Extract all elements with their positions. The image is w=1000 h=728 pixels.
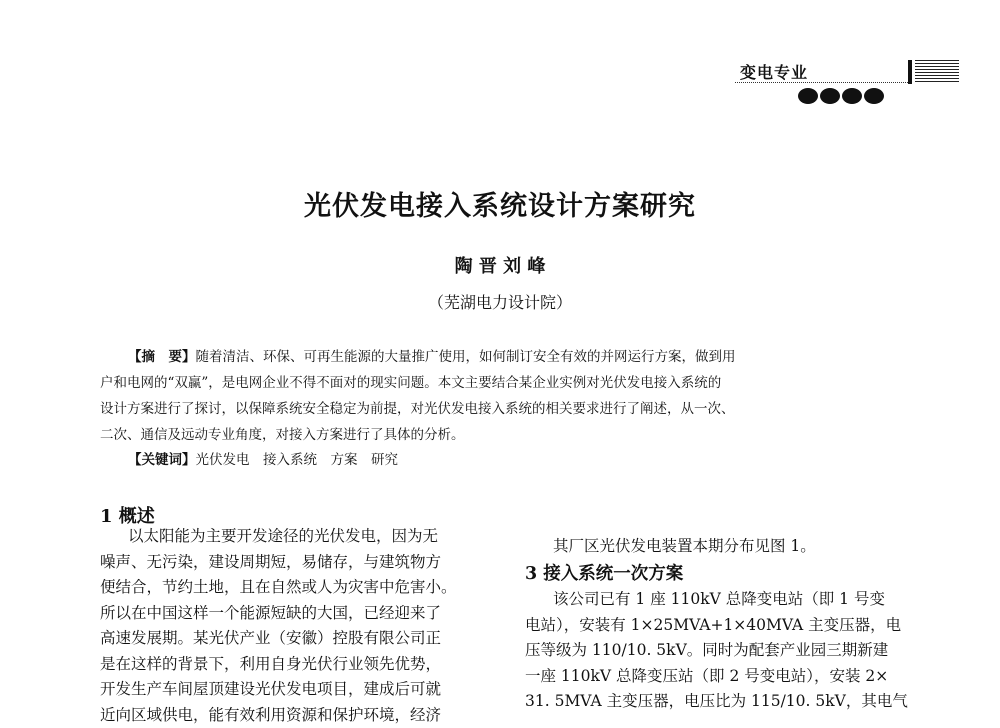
body-line: 高速发展期。某光伏产业（安徽）控股有限公司正 [100,626,490,652]
abstract-line [100,344,910,370]
abstract-text: 随着清洁、环保、可再生能源的大量推广使用，如何制订安全有效的并网运行方案，做到用 [196,349,736,365]
body-line: 所以在中国这样一个能源短缺的大国，已经迎来了 [100,601,490,627]
abstract-line: 二次、通信及远动专业角度，对接入方案进行了具体的分析。 [100,422,910,448]
body-line: 是在这样的背景下，利用自身光伏行业领先优势， [100,652,490,678]
ornament-dot [798,88,818,104]
section-1-heading: 1 概述 [100,502,155,528]
abstract-line: 户和电网的“双赢”，是电网企业不得不面对的现实问题。本文主要结合某企业实例对光伏发电接入系统的 [100,370,910,396]
ornament-dot [820,88,840,104]
paper-title: 光伏发电接入系统设计方案研究 [0,184,1000,223]
ornament-dot [842,88,862,104]
keywords-text: 光伏发电 接入系统 方案 研究 [196,452,399,468]
abstract [100,344,910,448]
abstract-line: 设计方案进行了探讨，以保障系统安全稳定为前提，对光伏发电接入系统的相关要求进行了阐述，从一次、 [100,396,910,422]
journal-section-label: 变电专业 [740,60,808,83]
body-line: 31. 5MVA 主变压器，电压比为 115/10. 5kV，其电气 [525,689,925,715]
body-line: 近向区域供电，能有效利用资源和保护环境，经济 [100,703,490,728]
keywords [100,448,398,468]
abstract-label: 【摘 要】 [128,349,196,365]
right-column-body [525,534,925,715]
paper-authors: 陶 晋 刘 峰 [0,252,1000,278]
header-stripe-ornament [915,60,959,82]
ornament-dot [864,88,884,104]
body-line: 开发生产车间屋顶建设光伏发电项目，建成后可就 [100,677,490,703]
body-line: 便结合，节约土地，且在自然或人为灾害中危害小。 [100,575,490,601]
header-bar-ornament [908,60,912,84]
body-line: 以太阳能为主要开发途径的光伏发电，因为无 [100,524,490,550]
body-line: 压等级为 110/10. 5kV。同时为配套产业园三期新建 [525,638,925,664]
header-dotted-rule [735,82,910,83]
body-line: 电站），安装有 1×25MVA+1×40MVA 主变压器，电 [525,613,925,639]
body-line: 该公司已有 1 座 110kV 总降变电站（即 1 号变 [525,587,925,613]
figure-reference-line: 其厂区光伏发电装置本期分布见图 1。 [525,534,925,560]
section-3-heading: 3 接入系统一次方案 [525,562,925,588]
keywords-label: 【关键词】 [128,452,196,468]
header-dot-ornament [798,88,884,104]
paper-affiliation: （芜湖电力设计院） [0,290,1000,313]
body-line: 噪声、无污染，建设周期短，易储存，与建筑物方 [100,550,490,576]
body-line: 一座 110kV 总降变压站（即 2 号变电站），安装 2× [525,664,925,690]
left-column-body [100,524,490,728]
